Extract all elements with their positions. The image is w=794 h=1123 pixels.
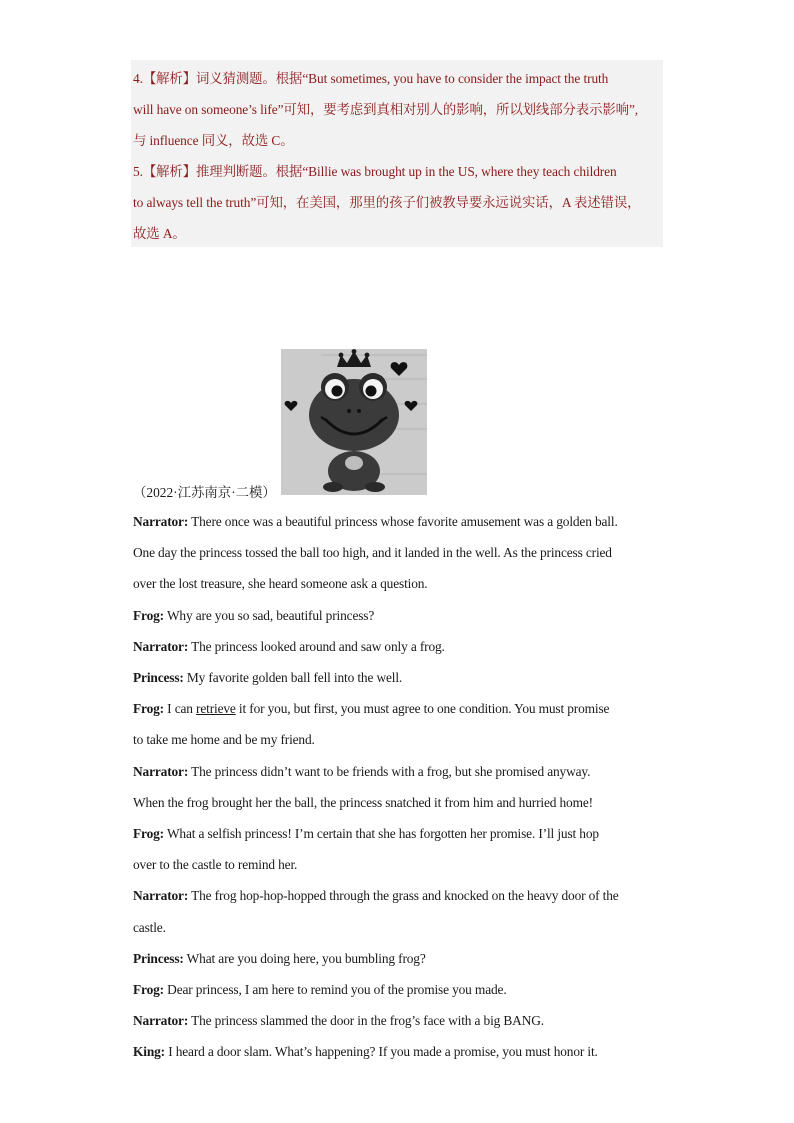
line-text: Dear princess, I am here to remind you of the promise you made. [163, 982, 507, 997]
dialogue-line [133, 608, 374, 624]
speaker-label: Frog: [133, 826, 164, 841]
dialogue-line [133, 826, 599, 842]
line-text: it for you, but first, you must agree to one condition. You must promise [235, 701, 610, 717]
speaker-label: Frog: [133, 701, 164, 717]
dialogue-line [133, 951, 426, 967]
line-text: The frog hop-hop-hopped through the grass and knocked on the heavy door of the [188, 888, 619, 904]
dialogue-line [133, 639, 445, 655]
dialogue-line [133, 888, 619, 904]
answer-explanation-box [131, 60, 663, 247]
speaker-label: Frog: [133, 607, 164, 623]
line-text: There once was a beautiful princess whose favorite amusement was a golden ball. [188, 514, 618, 529]
line-text: The princess didn’t want to be friends with a frog, but she promised anyway. [188, 763, 591, 779]
dialogue-line [133, 545, 612, 561]
speaker-label: Narrator: [133, 638, 189, 654]
speaker-label: Princess: [133, 950, 184, 966]
speaker-label: Princess: [133, 670, 184, 685]
explanation-5-line1: 5.【解析】推理判断题。根据“Billie was brought up in the US, where they teach children [133, 164, 617, 179]
dialogue-line [133, 982, 507, 998]
underlined-word: retrieve [196, 701, 236, 717]
explanation-4-line2: will have on someone’s life”可知，要考虑到真相对别人的影响，所以划线部分表示影响”, [133, 102, 639, 117]
line-text: When the frog brought her the ball, the princess snatched it from him and hurried home! [133, 794, 593, 810]
line-text: to take me home and be my friend. [133, 732, 315, 748]
dialogue-line [133, 701, 609, 717]
speaker-label: Narrator: [133, 514, 189, 529]
dialogue-line [133, 764, 590, 780]
line-text: over the lost treasure, she heard someone ask a question. [133, 576, 428, 592]
line-text: The princess slammed the door in the frog’s face with a big BANG. [188, 1013, 544, 1029]
speaker-label: Narrator: [133, 763, 189, 779]
dialogue-line [133, 1044, 598, 1060]
line-text: over to the castle to remind her. [133, 857, 298, 873]
dialogue-line [133, 1013, 544, 1029]
question-source: （2022·江苏南京·二模） [133, 485, 276, 500]
line-text: My favorite golden ball fell into the well. [183, 670, 403, 685]
line-text: Why are you so sad, beautiful princess? [163, 607, 375, 623]
line-text: I heard a door slam. What’s happening? If you made a promise, you must honor it. [165, 1044, 598, 1060]
speaker-label: King: [133, 1044, 165, 1060]
dialogue-line [133, 857, 297, 873]
dialogue-line [133, 576, 428, 592]
line-text: What are you doing here, you bumbling frog? [183, 950, 426, 966]
dialogue-line [133, 732, 315, 748]
frog-prince-icon [281, 349, 427, 495]
dialogue-line [133, 920, 166, 936]
line-text: What a selfish princess! I’m certain that she has forgotten her promise. I’ll just hop [163, 826, 599, 841]
line-text: One day the princess tossed the ball too high, and it landed in the well. As the princess cried [133, 545, 612, 561]
explanation-5-line3: 故选 A。 [133, 226, 186, 241]
line-text: I can [163, 701, 197, 717]
dialogue-line [133, 514, 618, 530]
speaker-label: Narrator: [133, 888, 189, 904]
explanation-4-line3: 与 influence 同义，故选 C。 [133, 133, 294, 148]
speaker-label: Frog: [133, 982, 164, 997]
dialogue-line [133, 795, 593, 811]
line-text: castle. [133, 919, 166, 935]
speaker-label: Narrator: [133, 1013, 189, 1029]
line-text: The princess looked around and saw only a frog. [188, 638, 445, 654]
explanation-5-line2: to always tell the truth”可知，在美国，那里的孩子们被教导要永远说实话，A 表述错误， [133, 195, 641, 210]
frog-prince-image [281, 349, 427, 495]
dialogue-line [133, 670, 402, 686]
explanation-4-line1: 4.【解析】词义猜测题。根据“But sometimes, you have to consider the impact the truth [133, 71, 609, 86]
